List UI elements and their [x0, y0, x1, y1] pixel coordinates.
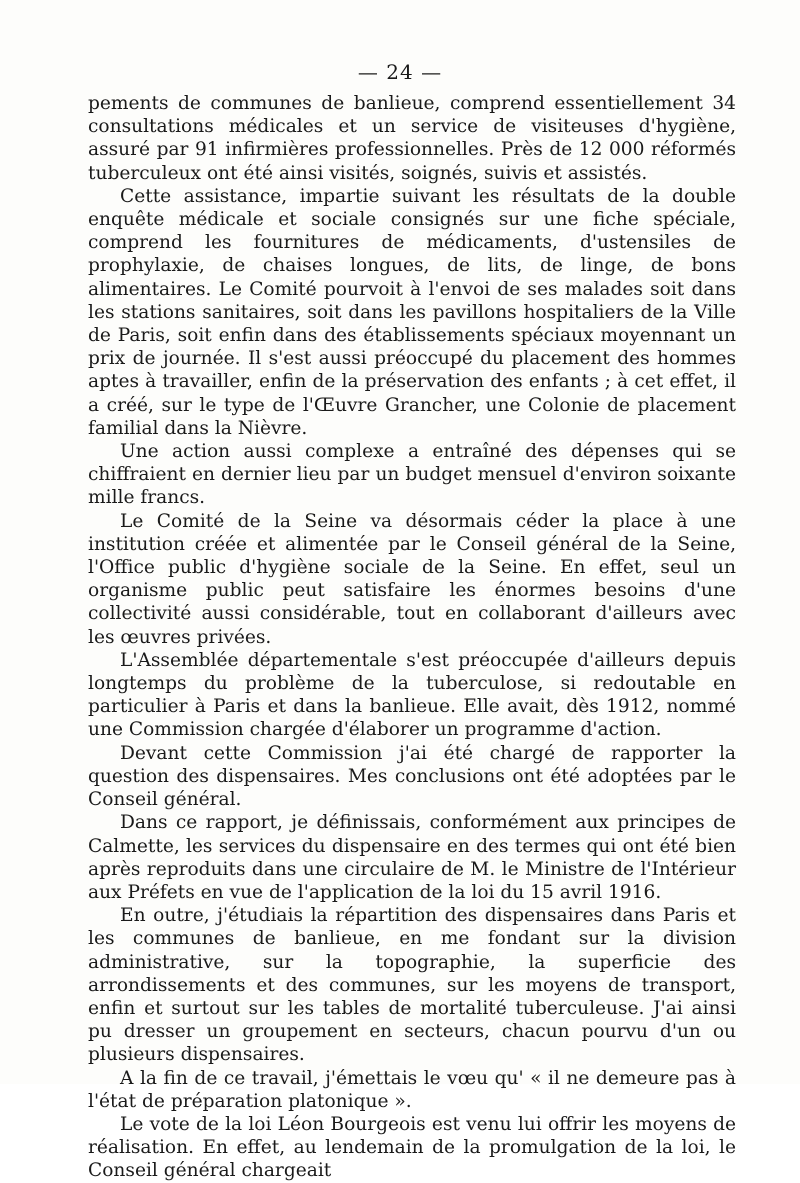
- paragraph-6: Devant cette Commission j'ai été chargé de rapporter la question des dispensaires. Mes conclusions ont été adoptées par le Conseil général.: [88, 742, 736, 811]
- paragraph-2: Cette assistance, impartie suivant les résultats de la double enquête médicale et sociale consignés sur une fiche spéciale, comprend les fournitures de médicaments, d'ustensiles de prophylaxie, de chaises longues, de lits, de linge, de bons alimentaires. Le Comité pourvoit à l'envoi de ses malades soit dans les stations sanitaires, soit dans les pavillons hospitaliers de la Ville de Paris, soit enfin dans des établissements spéciaux moyennant un prix de journée. Il s'est aussi préoccupé du placement des hommes aptes à travailler, enfin de la préservation des enfants ; à cet effet, il a créé, sur le type de l'Œuvre Grancher, une Colonie de placement familial dans la Nièvre.: [88, 185, 736, 439]
- paragraph-3: Une action aussi complexe a entraîné des dépenses qui se chiffraient en dernier lieu par un budget mensuel d'environ soixante mille francs.: [88, 441, 736, 509]
- paragraph-5: L'Assemblée départementale s'est préoccupée d'ailleurs depuis longtemps du problème de la tuberculose, si redoutable en particulier à Paris et dans la banlieue. Elle avait, dès 1912, nommé une Commission chargée d'élaborer un programme d'action.: [88, 649, 736, 741]
- body-text: [88, 92, 736, 1183]
- paragraph-10: Le vote de la loi Léon Bourgeois est venu lui offrir les moyens de réalisation. En effet, au lendemain de la promulgation de la loi, le Conseil général chargeait: [88, 1113, 736, 1182]
- paragraph-1: pements de communes de banlieue, comprend essentiellement 34 consultations médicales et un service de visiteuses d'hygiène, assuré par 91 infirmières professionnelles. Près de 12 000 réformés tuberculeux ont été ainsi visités, soignés, suivis et assistés.: [88, 93, 736, 184]
- paragraph-7: Dans ce rapport, je définissais, conformément aux principes de Calmette, les services du dispensaire en des termes qui ont été bien après reproduits dans une circulaire de M. le Ministre de l'Intérieur aux Préfets en vue de l'application de la loi du 15 avril 1916.: [88, 812, 736, 903]
- paragraph-4: Le Comité de la Seine va désormais céder la place à une institution créée et alimentée par le Conseil général de la Seine, l'Office public d'hygiène sociale de la Seine. En effet, seul un organisme public peut satisfaire les énormes besoins d'une collectivité aussi considérable, tout en collaborant d'ailleurs avec les œuvres privées.: [88, 510, 736, 648]
- paragraph-9: A la fin de ce travail, j'émettais le vœu qu' « il ne demeure pas à l'état de préparation platonique ».: [88, 1067, 736, 1112]
- paragraph-8: En outre, j'étudiais la répartition des dispensaires dans Paris et les communes de banlieue, en me fondant sur la division administrative, sur la topographie, la superficie des arrondissements et des communes, sur les moyens de transport, enfin et surtout sur les tables de mortalité tuberculeuse. J'ai ainsi pu dresser un groupement en secteurs, chacun pourvu d'un ou plusieurs dispensaires.: [88, 905, 736, 1066]
- page-number: — 24 —: [357, 60, 443, 84]
